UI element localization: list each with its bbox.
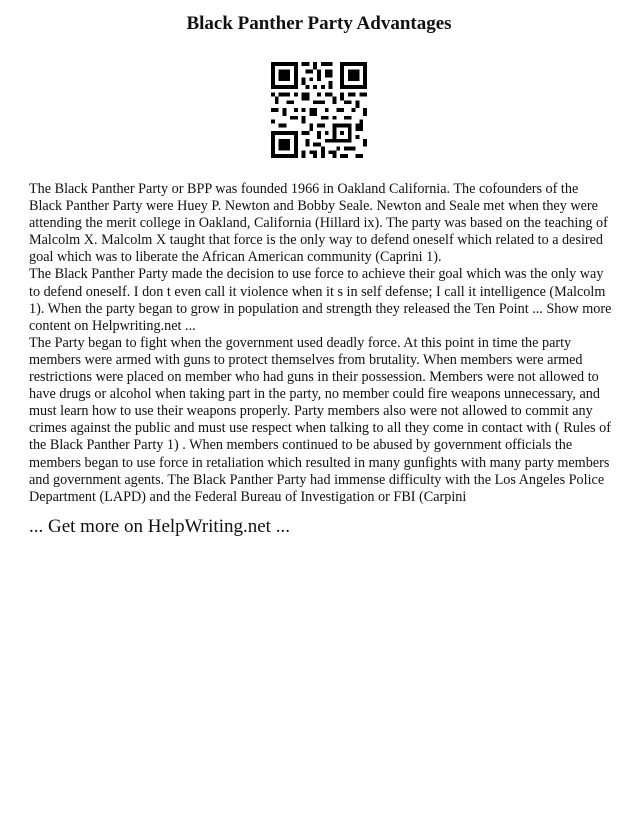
- qr-code-icon: [271, 62, 367, 158]
- document-title: Black Panther Party Advantages: [186, 13, 452, 34]
- article-body: [29, 181, 613, 506]
- get-more-link[interactable]: ... Get more on HelpWriting.net ...: [29, 516, 290, 537]
- paragraph-3: The Party began to fight when the government used deadly force. At this point in time the party members were armed with guns to protect themselves from brutality. When members were armed restrictions were placed on member who had guns in their possession. Members were not allowed to have drugs or alcohol when taking part in the party, no member could fire weapons unnecessary, and must learn how to use their weapons properly. Party members also were not allowed to commit any crimes against the public and must use respect when talking to all they come in contact with ( Rules of the Black Panther Party 1) . When members continued to be abused by government officials the members began to use force in retaliation which resulted in many gunfights with many party members and government agents. The Black Panther Party had immense difficulty with the Los Angeles Police Department (LAPD) and the Federal Bureau of Investigation or FBI (Carpini: [29, 334, 611, 505]
- paragraph-1: The Black Panther Party or BPP was founded 1966 in Oakland California. The cofounders of the Black Panther Party were Huey P. Newton and Bobby Seale. Newton and Seale met when they were attending the merit college in Oakland, California (Hillard ix). The party was based on the teaching of Malcolm X. Malcolm X taught that force is the only way to defend oneself which related to a desired goal which was to liberate the African American community (Caprini 1).: [29, 181, 608, 266]
- paragraph-2: The Black Panther Party made the decision to use force to achieve their goal which was the only way to defend oneself. I don t even call it violence when it s in self defense; I call it intelligence (Malcolm 1). When the party began to grow in population and strength they released the Ten Point ... Show more content on Helpwriting.net ...: [29, 266, 612, 334]
